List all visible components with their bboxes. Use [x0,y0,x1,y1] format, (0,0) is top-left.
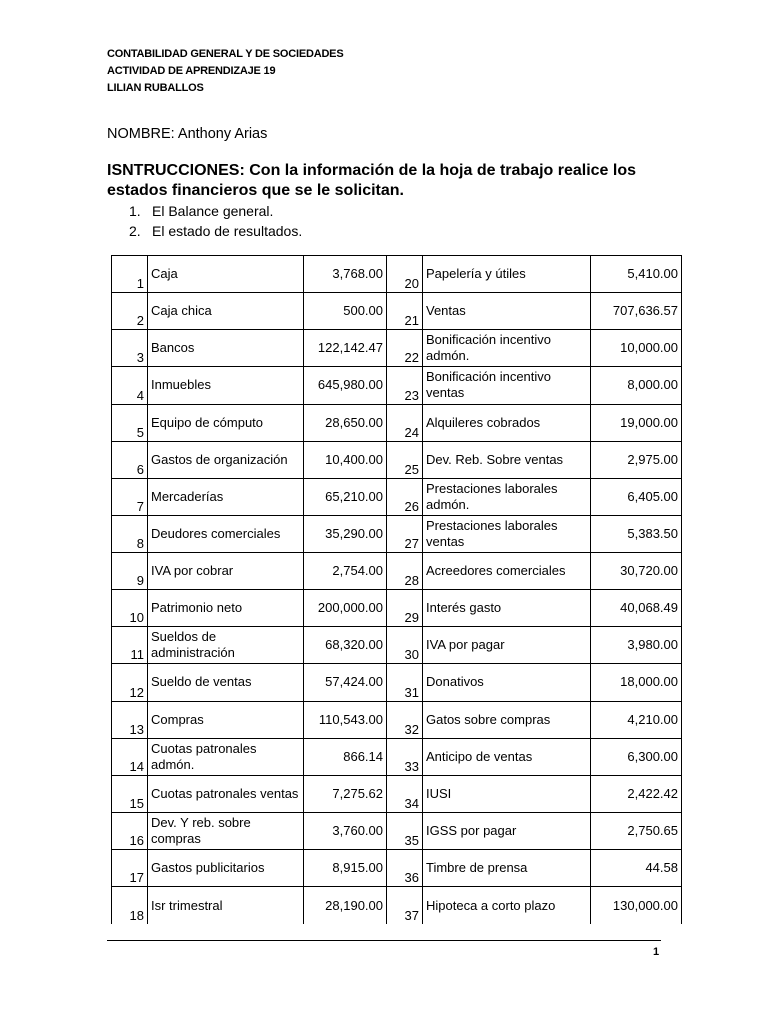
account-amount: 866.14 [304,738,387,775]
table-row [112,478,682,515]
account-amount: 8,915.00 [304,850,387,887]
account-name: Bancos [148,330,304,367]
account-number: 1 [112,256,148,293]
teacher-name: LILIAN RUBALLOS [107,82,204,94]
task-text: El Balance general. [152,203,274,219]
account-number: 3 [112,330,148,367]
account-amount: 707,636.57 [591,293,682,330]
student-name: NOMBRE: Anthony Arias [107,126,268,142]
account-number: 20 [387,256,423,293]
accounts-table [111,255,682,924]
table-row [112,293,682,330]
account-number: 16 [112,812,148,849]
account-name: Hipoteca a corto plazo [423,887,591,924]
account-name: IUSI [423,775,591,812]
table-row [112,701,682,738]
account-name: Anticipo de ventas [423,738,591,775]
table-row [112,775,682,812]
table-row [112,850,682,887]
account-name: Compras [148,701,304,738]
account-name: Cuotas patronales ventas [148,775,304,812]
account-number: 37 [387,887,423,924]
account-number: 5 [112,404,148,441]
account-name: Papelería y útiles [423,256,591,293]
account-amount: 2,754.00 [304,553,387,590]
account-number: 22 [387,330,423,367]
table-row [112,367,682,404]
account-amount: 500.00 [304,293,387,330]
table-row [112,590,682,627]
account-number: 14 [112,738,148,775]
account-name: Caja [148,256,304,293]
account-number: 4 [112,367,148,404]
account-amount: 3,760.00 [304,812,387,849]
table-row [112,404,682,441]
account-name: Caja chica [148,293,304,330]
account-name: Acreedores comerciales [423,553,591,590]
account-name: Equipo de cómputo [148,404,304,441]
account-number: 7 [112,478,148,515]
account-amount: 645,980.00 [304,367,387,404]
account-amount: 7,275.62 [304,775,387,812]
account-number: 11 [112,627,148,664]
account-name: Deudores comerciales [148,515,304,552]
account-name: Cuotas patronales admón. [148,738,304,775]
account-amount: 28,190.00 [304,887,387,924]
account-amount: 200,000.00 [304,590,387,627]
account-number: 15 [112,775,148,812]
account-name: Gastos de organización [148,441,304,478]
account-amount: 65,210.00 [304,478,387,515]
account-number: 34 [387,775,423,812]
accounts-table-body [112,256,682,925]
instructions-text: Con la información de la hoja de trabajo realice los estados financieros que se le solicitan. [107,162,636,199]
account-amount: 6,405.00 [591,478,682,515]
account-amount: 2,750.65 [591,812,682,849]
account-name: Dev. Reb. Sobre ventas [423,441,591,478]
account-amount: 2,975.00 [591,441,682,478]
account-amount: 40,068.49 [591,590,682,627]
document-header [107,46,343,97]
account-number: 24 [387,404,423,441]
account-number: 8 [112,515,148,552]
account-amount: 35,290.00 [304,515,387,552]
table-row [112,887,682,924]
instructions-lead: ISNTRUCCIONES: [107,162,245,179]
table-row [112,330,682,367]
account-number: 10 [112,590,148,627]
account-name: Patrimonio neto [148,590,304,627]
instructions [107,161,677,201]
account-amount: 6,300.00 [591,738,682,775]
account-number: 30 [387,627,423,664]
account-amount: 18,000.00 [591,664,682,701]
account-number: 26 [387,478,423,515]
footer-divider [107,940,661,941]
account-amount: 110,543.00 [304,701,387,738]
account-name: Bonificación incentivo admón. [423,330,591,367]
account-name: Gastos publicitarios [148,850,304,887]
page-number: 1 [653,946,660,958]
account-amount: 44.58 [591,850,682,887]
account-name: Isr trimestral [148,887,304,924]
account-number: 9 [112,553,148,590]
account-amount: 3,768.00 [304,256,387,293]
list-item [129,201,302,221]
table-row [112,627,682,664]
account-name: Prestaciones laborales ventas [423,515,591,552]
account-number: 18 [112,887,148,924]
account-number: 21 [387,293,423,330]
account-name: Bonificación incentivo ventas [423,367,591,404]
account-number: 32 [387,701,423,738]
account-amount: 10,400.00 [304,441,387,478]
account-name: Mercaderías [148,478,304,515]
account-name: Inmuebles [148,367,304,404]
account-amount: 130,000.00 [591,887,682,924]
account-number: 13 [112,701,148,738]
account-number: 12 [112,664,148,701]
account-number: 23 [387,367,423,404]
account-name: Gatos sobre compras [423,701,591,738]
account-number: 36 [387,850,423,887]
account-amount: 122,142.47 [304,330,387,367]
account-amount: 30,720.00 [591,553,682,590]
task-text: El estado de resultados. [152,223,303,239]
account-name: Sueldo de ventas [148,664,304,701]
account-number: 29 [387,590,423,627]
account-name: IVA por pagar [423,627,591,664]
account-name: Sueldos de administración [148,627,304,664]
account-number: 6 [112,441,148,478]
account-amount: 68,320.00 [304,627,387,664]
task-number: 2. [129,223,141,239]
account-amount: 2,422.42 [591,775,682,812]
account-amount: 3,980.00 [591,627,682,664]
account-name: IGSS por pagar [423,812,591,849]
account-amount: 57,424.00 [304,664,387,701]
course-title: CONTABILIDAD GENERAL Y DE SOCIEDADES [107,48,344,60]
table-row [112,812,682,849]
table-row [112,256,682,293]
account-number: 33 [387,738,423,775]
task-list [129,201,302,241]
account-amount: 5,383.50 [591,515,682,552]
account-number: 31 [387,664,423,701]
account-number: 28 [387,553,423,590]
account-amount: 19,000.00 [591,404,682,441]
account-amount: 5,410.00 [591,256,682,293]
account-number: 17 [112,850,148,887]
account-name: Ventas [423,293,591,330]
account-name: Dev. Y reb. sobre compras [148,812,304,849]
account-name: Donativos [423,664,591,701]
account-amount: 10,000.00 [591,330,682,367]
table-row [112,441,682,478]
account-amount: 8,000.00 [591,367,682,404]
table-row [112,553,682,590]
account-number: 2 [112,293,148,330]
table-row [112,515,682,552]
task-number: 1. [129,203,141,219]
account-name: IVA por cobrar [148,553,304,590]
list-item [129,221,302,241]
table-row [112,664,682,701]
account-number: 27 [387,515,423,552]
activity-title: ACTIVIDAD DE APRENDIZAJE 19 [107,65,276,77]
account-name: Timbre de prensa [423,850,591,887]
account-name: Alquileres cobrados [423,404,591,441]
table-row [112,738,682,775]
account-amount: 28,650.00 [304,404,387,441]
account-number: 25 [387,441,423,478]
account-name: Interés gasto [423,590,591,627]
account-name: Prestaciones laborales admón. [423,478,591,515]
account-amount: 4,210.00 [591,701,682,738]
account-number: 35 [387,812,423,849]
